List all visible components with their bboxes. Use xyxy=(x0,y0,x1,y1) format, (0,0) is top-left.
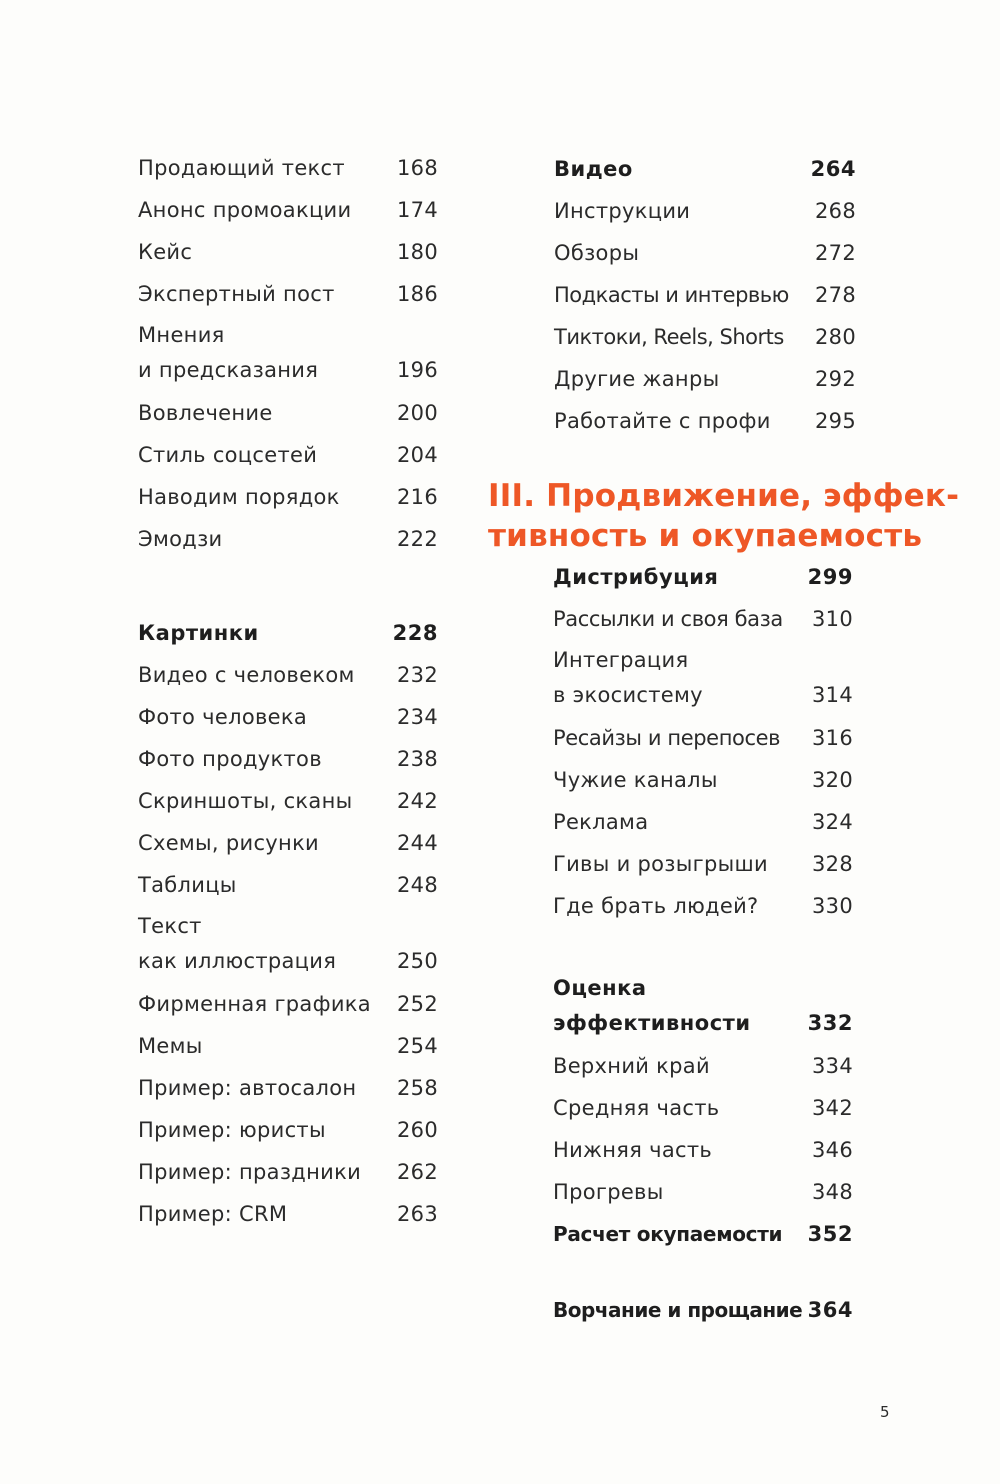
toc-entry-title: Ворчание и прощание xyxy=(553,1298,803,1322)
part-title-line2: тивность и окупаемость xyxy=(488,518,923,554)
toc-entry[interactable] xyxy=(138,437,438,473)
page-number: 5 xyxy=(880,1403,890,1421)
toc-entry-page: 264 xyxy=(810,157,856,181)
toc-entry[interactable] xyxy=(138,150,438,186)
toc-entry-page: 330 xyxy=(812,894,853,918)
toc-entry-page: 238 xyxy=(397,747,438,771)
toc-entry-page: 258 xyxy=(397,1076,438,1100)
toc-entry-title: Продающий текст xyxy=(138,156,345,180)
toc-entry-page: 252 xyxy=(397,992,438,1016)
part-title-line1: III. Продвижение, эффек- xyxy=(488,478,960,514)
toc-entry-page: 263 xyxy=(397,1202,438,1226)
toc-entry-title: Фото продуктов xyxy=(138,747,322,771)
toc-entry[interactable] xyxy=(553,762,853,798)
toc-entry-page: 260 xyxy=(397,1118,438,1142)
toc-entry-page: 272 xyxy=(815,241,856,265)
toc-entry[interactable] xyxy=(553,846,853,882)
toc-entry-title xyxy=(553,643,703,713)
toc-entry-title: Средняя часть xyxy=(553,1096,720,1120)
toc-entry-page: 342 xyxy=(812,1096,853,1120)
toc-entry-title: Фото человека xyxy=(138,705,308,729)
toc-entry-page: 186 xyxy=(397,282,438,306)
toc-entry-page: 248 xyxy=(397,873,438,897)
toc-entry-title: Нижняя часть xyxy=(553,1138,713,1162)
toc-entry[interactable] xyxy=(138,909,438,979)
toc-entry-page: 228 xyxy=(392,621,438,645)
toc-entry-title xyxy=(553,971,751,1041)
toc-entry-title: Анонс промоакции xyxy=(138,198,352,222)
toc-entry[interactable] xyxy=(138,657,438,693)
toc-entry-title: Скриншоты, сканы xyxy=(138,789,353,813)
toc-entry[interactable] xyxy=(138,741,438,777)
toc-entry-page: 222 xyxy=(397,527,438,551)
toc-entry-title: Мемы xyxy=(138,1034,203,1058)
toc-entry[interactable] xyxy=(138,1196,438,1232)
toc-entry[interactable] xyxy=(554,403,856,439)
toc-entry[interactable] xyxy=(138,395,438,431)
toc-entry[interactable] xyxy=(553,804,853,840)
toc-entry[interactable] xyxy=(138,867,438,903)
toc-entry-title: Стиль соцсетей xyxy=(138,443,318,467)
toc-entry[interactable] xyxy=(553,1132,853,1168)
toc-entry-title: Реклама xyxy=(553,810,649,834)
toc-entry[interactable] xyxy=(138,1154,438,1190)
toc-entry-title: Пример: CRM xyxy=(138,1202,288,1226)
toc-entry[interactable] xyxy=(138,825,438,861)
toc-entry-title-line2: в экосистему xyxy=(553,683,703,707)
toc-entry-page: 174 xyxy=(397,198,438,222)
toc-entry-page: 310 xyxy=(812,607,853,631)
toc-entry-page: 348 xyxy=(812,1180,853,1204)
part-title xyxy=(488,476,968,556)
toc-entry[interactable] xyxy=(138,234,438,270)
toc-entry-page: 244 xyxy=(397,831,438,855)
toc-entry-title-line1: Мнения xyxy=(138,323,225,347)
toc-entry-title: Прогревы xyxy=(553,1180,664,1204)
toc-entry-title-line2: эффективности xyxy=(553,1011,751,1035)
toc-entry[interactable] xyxy=(553,1048,853,1084)
toc-entry[interactable] xyxy=(554,193,856,229)
toc-entry-title: Пример: праздники xyxy=(138,1160,362,1184)
toc-entry-page: 320 xyxy=(812,768,853,792)
toc-entry-title: Видео xyxy=(554,157,633,181)
toc-entry[interactable] xyxy=(553,643,853,713)
toc-entry-title: Кейс xyxy=(138,240,193,264)
toc-entry-page: 180 xyxy=(397,240,438,264)
toc-entry-title: Ресайзы и перепосев xyxy=(553,726,781,750)
toc-entry-title: Верхний край xyxy=(553,1054,710,1078)
toc-entry-title: Инструкции xyxy=(554,199,691,223)
toc-entry-page: 295 xyxy=(815,409,856,433)
toc-entry-page: 250 xyxy=(397,949,438,973)
toc-entry-page: 332 xyxy=(807,1011,853,1035)
toc-entry-page: 328 xyxy=(812,852,853,876)
toc-entry-title-line1: Оценка xyxy=(553,976,647,1000)
toc-entry[interactable] xyxy=(554,277,856,313)
toc-entry-title: Фирменная графика xyxy=(138,992,371,1016)
toc-section-heading[interactable] xyxy=(554,151,856,187)
toc-entry-title: Пример: юристы xyxy=(138,1118,326,1142)
toc-entry-page: 168 xyxy=(397,156,438,180)
toc-entry-title: Таблицы xyxy=(138,873,237,897)
toc-entry-title: Пример: автосалон xyxy=(138,1076,357,1100)
toc-entry-page: 316 xyxy=(812,726,853,750)
toc-entry-page: 234 xyxy=(397,705,438,729)
toc-entry-page: 242 xyxy=(397,789,438,813)
toc-entry-page: 299 xyxy=(807,565,853,589)
toc-entry[interactable] xyxy=(138,479,438,515)
toc-entry[interactable] xyxy=(138,1070,438,1106)
toc-section-heading[interactable] xyxy=(553,1216,853,1252)
toc-right-column-top xyxy=(554,151,856,441)
toc-entry[interactable] xyxy=(553,1090,853,1126)
toc-entry-title: Картинки xyxy=(138,621,259,645)
toc-entry-title: Другие жанры xyxy=(554,367,720,391)
toc-entry-title-line1: Текст xyxy=(138,914,202,938)
toc-entry[interactable] xyxy=(553,888,853,924)
toc-entry-title xyxy=(138,909,336,979)
toc-section-heading[interactable] xyxy=(138,615,438,651)
toc-entry-title: Подкасты и интервью xyxy=(554,283,789,307)
toc-entry[interactable] xyxy=(554,319,856,355)
toc-entry-title: Эмодзи xyxy=(138,527,223,551)
toc-entry[interactable] xyxy=(553,601,853,637)
toc-entry[interactable] xyxy=(554,361,856,397)
toc-entry[interactable] xyxy=(138,521,438,557)
toc-left-column xyxy=(138,150,438,1240)
toc-entry[interactable] xyxy=(138,1112,438,1148)
toc-entry-page: 216 xyxy=(397,485,438,509)
toc-entry[interactable] xyxy=(138,318,438,388)
toc-entry[interactable] xyxy=(138,1028,438,1064)
toc-entry[interactable] xyxy=(553,1174,853,1210)
toc-entry-title: Вовлечение xyxy=(138,401,273,425)
toc-entry-page: 292 xyxy=(815,367,856,391)
toc-entry[interactable] xyxy=(138,783,438,819)
toc-entry-title xyxy=(138,318,318,388)
toc-entry-title: Где брать людей? xyxy=(553,894,759,918)
toc-entry-title: Видео с человеком xyxy=(138,663,355,687)
toc-entry-title-line1: Интеграция xyxy=(553,648,689,672)
toc-entry[interactable] xyxy=(138,192,438,228)
toc-entry[interactable] xyxy=(554,235,856,271)
toc-entry-page: 254 xyxy=(397,1034,438,1058)
toc-entry[interactable] xyxy=(553,720,853,756)
toc-entry-title: Дистрибуция xyxy=(553,565,719,589)
toc-entry-page: 262 xyxy=(397,1160,438,1184)
toc-entry-page: 232 xyxy=(397,663,438,687)
toc-entry-page: 324 xyxy=(812,810,853,834)
toc-entry-page: 196 xyxy=(397,358,438,382)
toc-section-heading[interactable] xyxy=(553,559,853,595)
toc-entry[interactable] xyxy=(138,276,438,312)
toc-entry-title: Тиктоки, Reels, Shorts xyxy=(554,325,784,349)
toc-entry-title-line2: и предсказания xyxy=(138,358,319,382)
toc-entry-title: Экспертный пост xyxy=(138,282,335,306)
toc-entry-page: 364 xyxy=(807,1298,853,1322)
toc-entry-page: 334 xyxy=(812,1054,853,1078)
toc-entry-page: 346 xyxy=(812,1138,853,1162)
toc-right-column-bottom xyxy=(553,559,853,1339)
toc-entry-title: Расчет окупаемости xyxy=(553,1222,783,1246)
toc-entry-page: 314 xyxy=(812,683,853,707)
toc-entry-page: 352 xyxy=(807,1222,853,1246)
toc-entry-title: Гивы и розыгрыши xyxy=(553,852,768,876)
toc-entry-title: Рассылки и своя база xyxy=(553,607,783,631)
toc-entry-title: Работайте с профи xyxy=(554,409,771,433)
toc-entry-page: 280 xyxy=(815,325,856,349)
toc-entry-title-line2: как иллюстрация xyxy=(138,949,337,973)
toc-entry-page: 268 xyxy=(815,199,856,223)
toc-entry-title: Чужие каналы xyxy=(553,768,718,792)
toc-entry-title: Наводим порядок xyxy=(138,485,340,509)
toc-entry-page: 278 xyxy=(815,283,856,307)
toc-entry-title: Схемы, рисунки xyxy=(138,831,319,855)
toc-entry-page: 200 xyxy=(397,401,438,425)
toc-entry[interactable] xyxy=(138,699,438,735)
toc-entry-title: Обзоры xyxy=(554,241,640,265)
toc-section-heading[interactable] xyxy=(553,1292,853,1328)
toc-entry[interactable] xyxy=(138,986,438,1022)
toc-section-heading[interactable] xyxy=(553,971,853,1041)
toc-entry-page: 204 xyxy=(397,443,438,467)
